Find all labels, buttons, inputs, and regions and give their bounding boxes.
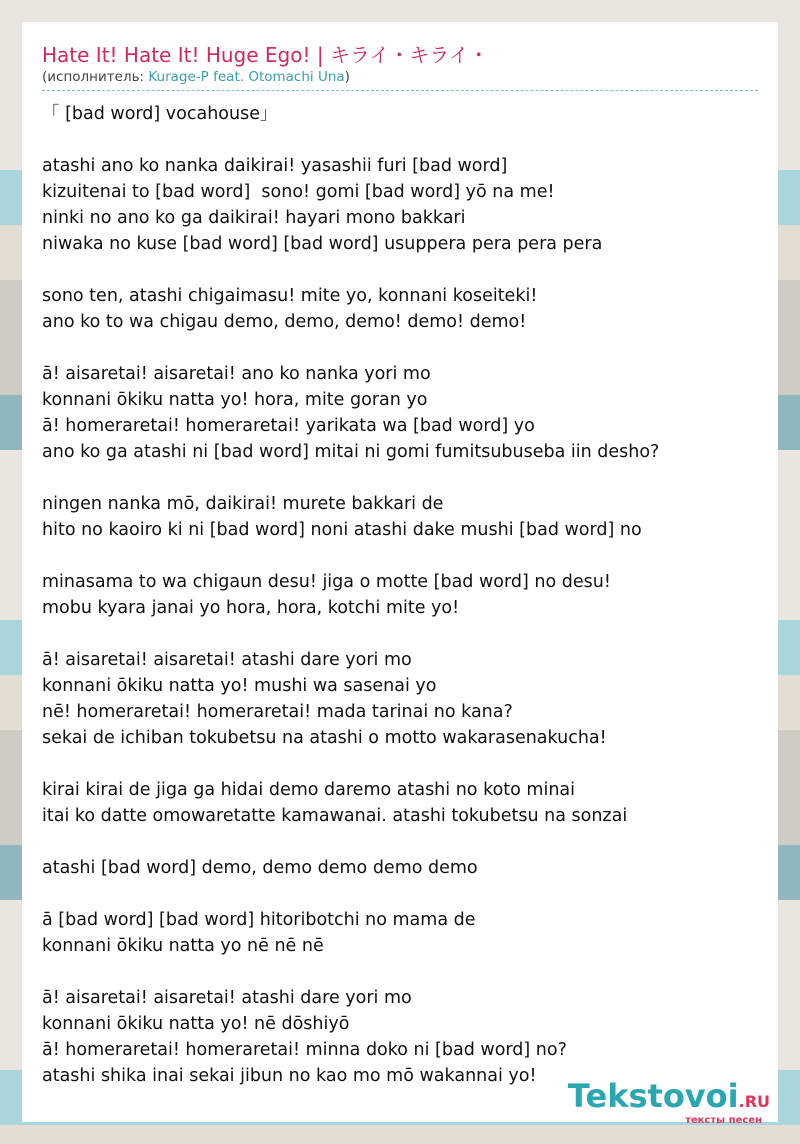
lyric-line: konnani ōkiku natta yo nē nē nē [42,936,324,956]
lyric-line: minasama to wa chigaun desu! jiga o motte [bad word] no desu! [42,572,611,592]
lyric-line: atashi ano ko nanka daikirai! yasashii furi [bad word] [42,156,508,176]
lyric-line: ā! aisaretai! aisaretai! atashi dare yori mo [42,650,412,670]
stanza-gap [42,959,758,985]
lyric-line: ā! homeraretai! homeraretai! yarikata wa [bad word] yo [42,416,535,436]
stanza-gap [42,543,758,569]
page-title: Hate It! Hate It! Huge Ego! | キライ・キライ・ [42,43,489,67]
stanza-gap [42,127,758,153]
lyric-line: mobu kyara janai yo hora, hora, kotchi mite yo! [42,598,460,618]
logo-domain: .RU [738,1092,770,1111]
lyrics-body [42,101,758,1089]
stanza-gap [42,881,758,907]
lyric-line: ningen nanka mō, daikirai! murete bakkari de [42,494,444,514]
lyric-line: ā! aisaretai! aisaretai! atashi dare yori mo [42,988,412,1008]
lyric-line: konnani ōkiku natta yo! mushi wa sasenai yo [42,676,437,696]
lyric-line: ano ko ga atashi ni [bad word] mitai ni gomi fumitsubuseba iin desho? [42,442,660,462]
logo-tagline: тексты песен [685,1115,762,1126]
lyric-line: sono ten, atashi chigaimasu! mite yo, konnani koseiteki! [42,286,538,306]
artist-prefix: (исполнитель: [42,69,149,85]
lyric-line: konnani ōkiku natta yo! nē dōshiyō [42,1014,350,1034]
lyric-line: ā! homeraretai! homeraretai! minna doko ni [bad word] no? [42,1040,567,1060]
stanza-gap [42,829,758,855]
lyric-line: itai ko datte omowaretatte kamawanai. atashi tokubetsu na sonzai [42,806,628,826]
artist-link[interactable]: Kurage-P feat. Otomachi Una [148,69,345,85]
lyric-line: ā! aisaretai! aisaretai! ano ko nanka yori mo [42,364,431,384]
lyric-line: ā [bad word] [bad word] hitoribotchi no mama de [42,910,476,930]
artist-line [42,68,758,91]
lyric-line: konnani ōkiku natta yo! hora, mite goran yo [42,390,428,410]
lyric-line: 「 [bad word] vocahouse」 [42,104,278,124]
lyric-line: ano ko to wa chigau demo, demo, demo! demo! demo! [42,312,527,332]
artist-suffix: ) [344,69,350,85]
lyric-line: ninki no ano ko ga daikirai! hayari mono bakkari [42,208,466,228]
lyric-line: nē! homeraretai! homeraretai! mada tarinai no kana? [42,702,513,722]
lyric-line: sekai de ichiban tokubetsu na atashi o motto wakarasenakucha! [42,728,607,748]
lyric-line: kizuitenai to [bad word] sono! gomi [bad word] yō na me! [42,182,555,202]
stanza-gap [42,465,758,491]
lyric-line: hito no kaoiro ki ni [bad word] noni atashi dake mushi [bad word] no [42,520,642,540]
lyric-line: atashi shika inai sekai jibun no kao mo mō wakannai yo! [42,1066,537,1086]
stanza-gap [42,257,758,283]
lyric-line: kirai kirai de jiga ga hidai demo daremo atashi no koto minai [42,780,575,800]
lyric-line: atashi [bad word] demo, demo demo demo demo [42,858,478,878]
lyrics-card [22,22,778,1122]
logo-text: Tekstovoi [567,1077,739,1115]
stanza-gap [42,751,758,777]
lyric-line: niwaka no kuse [bad word] [bad word] usuppera pera pera pera [42,234,603,254]
stanza-gap [42,621,758,647]
stanza-gap [42,335,758,361]
site-logo[interactable] [568,1079,770,1126]
